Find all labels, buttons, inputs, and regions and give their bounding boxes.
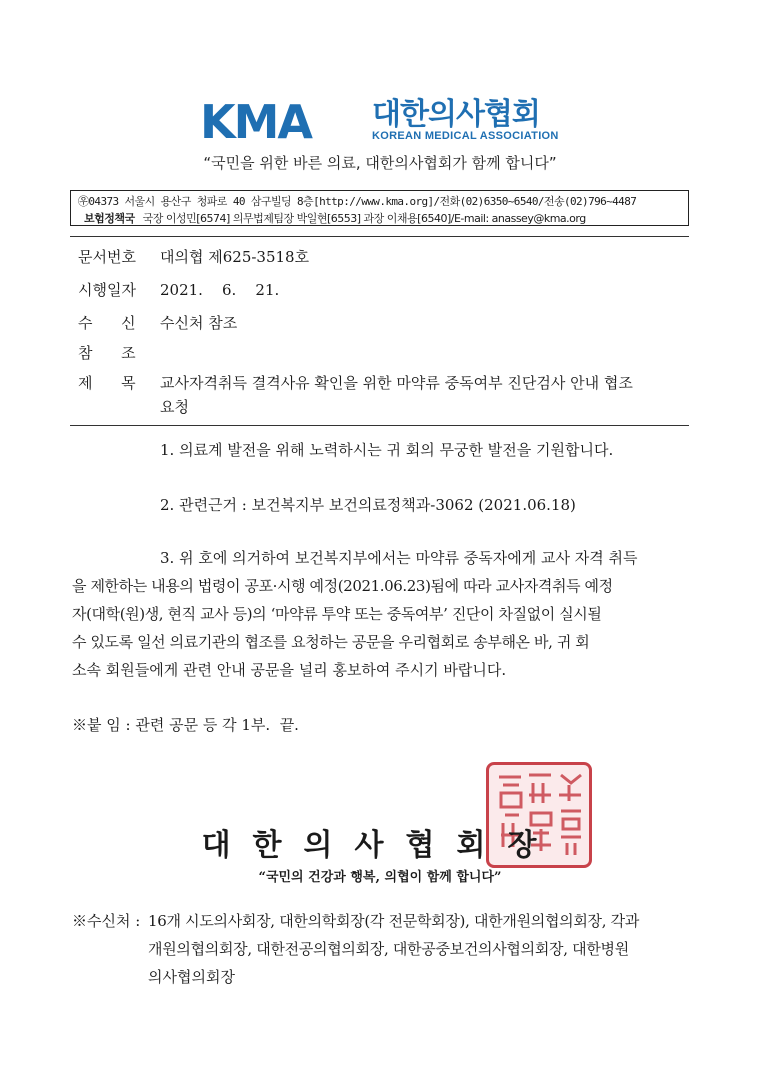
president-title: 대한의사협회장	[201, 828, 559, 863]
closing-motto: “국민의 건강과 행복, 의협이 함께 합니다”	[258, 870, 502, 885]
subject-label: 제 목	[78, 374, 136, 392]
paragraph-3-line-4: 수 있도록 일선 의료기관의 협조를 요청하는 공문을 우리협회로 송부해온 바, 귀 회	[72, 633, 590, 651]
recipients-line-1: 16개 시도의사회장, 대한의학회장(각 전문학회장), 대한개원의협의회장, 각과	[148, 912, 640, 930]
doc-number-row	[78, 246, 309, 267]
paragraph-3-line-3: 자(대학(원)생, 현직 교사 등)의 ‘마약류 투약 또는 중독여부’ 진단이 차질없이 실시될	[72, 605, 602, 623]
divider-top	[70, 236, 689, 237]
recipients-line-3: 의사협의회장	[148, 968, 235, 986]
address-line-1: ㉾04373 서울시 용산구 청파로 40 삼구빌딩 8층[http://www.kma.org]/전화(02)6350~6540/전송(02)796~4487	[78, 195, 637, 208]
date-label: 시행일자	[78, 281, 136, 299]
subject-line-1: 교사자격취득 결격사유 확인을 위한 마약류 중독여부 진단검사 안내 협조	[160, 374, 633, 392]
paragraph-3-line-1: 3. 위 호에 의거하여 보건복지부에서는 마약류 중독자에게 교사 자격 취득	[160, 549, 638, 567]
date-value: 2021. 6. 21.	[160, 281, 280, 299]
paragraph-1: 1. 의료계 발전을 위해 노력하시는 귀 회의 무궁한 발전을 기원합니다.	[160, 441, 614, 459]
subject-line-2: 요청	[160, 398, 189, 416]
recipient-row	[78, 312, 237, 333]
attachment-note: ※붙 임 : 관련 공문 등 각 1부. 끝.	[72, 716, 299, 734]
department-label: 보험정책국	[84, 212, 135, 225]
recipients-label: ※수신처 :	[72, 912, 141, 930]
subject-row	[78, 372, 633, 393]
recipient-value: 수신처 참조	[160, 314, 238, 332]
address-line-2	[84, 210, 586, 226]
paragraph-2: 2. 관련근거 : 보건복지부 보건의료정책과-3062 (2021.06.18)	[160, 496, 576, 514]
org-name-korean: 대한의사협회	[372, 97, 540, 132]
reference-row	[78, 342, 160, 363]
recipient-label: 수 신	[78, 314, 136, 332]
date-row	[78, 279, 279, 300]
header-slogan: “국민을 위한 바른 의료, 대한의사협회가 함께 합니다”	[203, 154, 557, 172]
paragraph-3-line-5: 소속 회원들에게 관련 안내 공문을 널리 홍보하여 주시기 바랍니다.	[72, 661, 507, 679]
logo-kma: KMA	[200, 95, 312, 149]
contact-info: 국장 이성민[6574] 의무법제팀장 박일현[6553] 과장 이채용[6540]/E-mail: anassey@kma.org	[142, 212, 586, 225]
org-name-english: KOREAN MEDICAL ASSOCIATION	[372, 130, 559, 142]
reference-label: 참 조	[78, 344, 136, 362]
doc-number: 대의협 제625-3518호	[160, 248, 310, 266]
recipients-line-2: 개원의협의회장, 대한전공의협의회장, 대한공중보건의사협의회장, 대한병원	[148, 940, 629, 958]
paragraph-3-line-2: 을 제한하는 내용의 법령이 공포·시행 예정(2021.06.23)됨에 따라 교사자격취득 예정	[72, 577, 613, 595]
divider-middle	[70, 425, 689, 426]
doc-number-label: 문서번호	[78, 248, 136, 266]
